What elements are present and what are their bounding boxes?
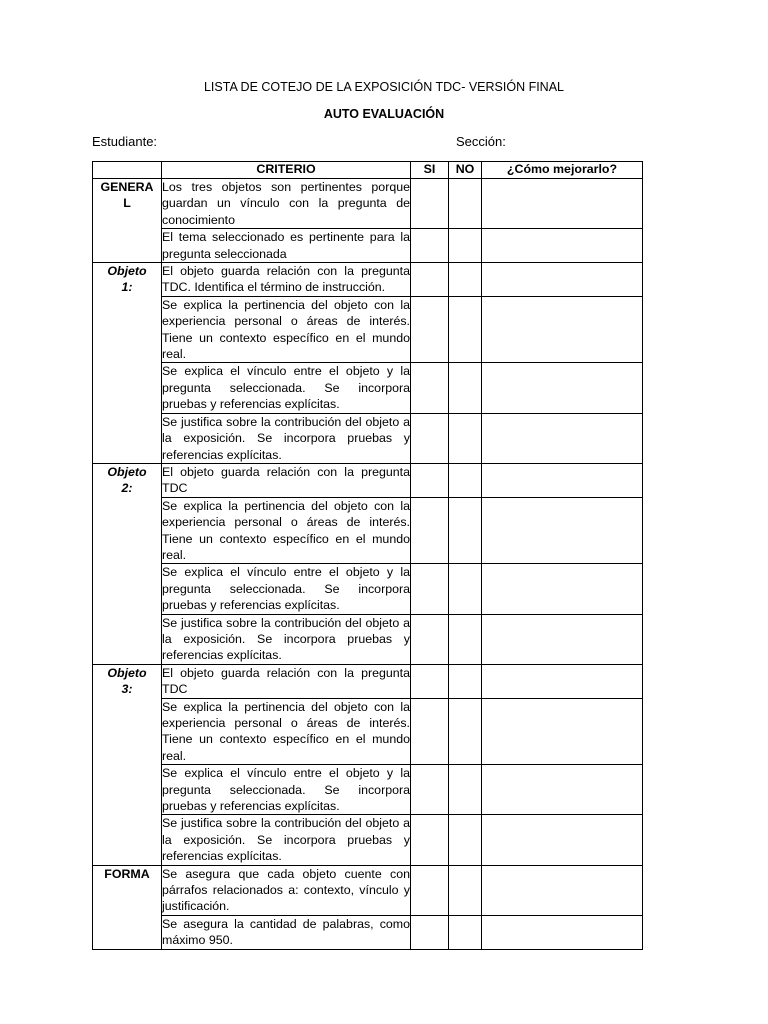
no-cell[interactable] [449,765,482,815]
no-cell[interactable] [449,413,482,463]
no-cell[interactable] [449,865,482,915]
si-cell[interactable] [411,765,449,815]
si-cell[interactable] [411,664,449,698]
si-cell[interactable] [411,229,449,263]
mejorar-cell[interactable] [482,363,643,413]
table-row [93,497,643,564]
si-cell[interactable] [411,614,449,664]
criterion-cell: Se explica el vínculo entre el objeto y la pregunta seleccionada. Se incorpora pruebas y referencias explícitas. [162,766,410,814]
table-row [93,865,643,915]
criterion-cell: Se explica la pertinencia del objeto con la experiencia personal o áreas de interés. Tiene un contexto específico en el mundo real. [162,297,410,362]
document-title: LISTA DE COTEJO DE LA EXPOSICIÓN TDC- VERSIÓN FINAL [203,80,565,94]
table-row [93,229,643,263]
header-criterio: CRITERIO [162,162,411,179]
si-cell[interactable] [411,564,449,614]
no-cell[interactable] [449,497,482,564]
table-row [93,463,643,497]
section-label-line: Objeto [107,464,147,479]
criterion-cell: Los tres objetos son pertinentes porque guardan un vínculo con la pregunta de conocimiento [162,180,410,227]
si-cell[interactable] [411,865,449,915]
criterion-cell: Se justifica sobre la contribución del objeto a la exposición. Se incorpora pruebas y referencias explícitas. [162,816,410,864]
section-label-line: 2: [121,481,133,496]
header-si: SI [411,162,449,179]
criterion-cell: El objeto guarda relación con la pregunta TDC [162,665,410,697]
criterion-cell: Se explica la pertinencia del objeto con la experiencia personal o áreas de interés. Tiene un contexto específico en el mundo real. [162,498,410,562]
no-cell[interactable] [449,179,482,229]
si-cell[interactable] [411,915,449,949]
si-cell[interactable] [411,413,449,463]
section-label-cell [93,463,162,664]
si-cell[interactable] [411,179,449,229]
no-cell[interactable] [449,815,482,865]
criterion-cell: Se justifica sobre la contribución del objeto a la exposición. Se incorpora pruebas y referencias explícitas. [162,615,410,663]
si-cell[interactable] [411,363,449,413]
section-label: Sección: [456,134,506,149]
table-row [93,263,643,297]
no-cell[interactable] [449,664,482,698]
section-label-line: Objeto [107,665,147,680]
section-label-line: 1: [121,280,133,295]
mejorar-cell[interactable] [482,497,643,564]
mejorar-cell[interactable] [482,614,643,664]
section-label-cell [93,263,162,464]
no-cell[interactable] [449,463,482,497]
header-mejorar: ¿Cómo mejorarlo? [482,162,643,179]
table-row [93,698,643,765]
section-label-line: FORMA [104,866,150,881]
si-cell[interactable] [411,698,449,765]
criterion-cell: El tema seleccionado es pertinente para la pregunta seleccionada [162,230,410,261]
no-cell[interactable] [449,564,482,614]
table-row [93,564,643,614]
mejorar-cell[interactable] [482,229,643,263]
table-row [93,363,643,413]
criterion-cell: Se explica el vínculo entre el objeto y la pregunta seleccionada. Se incorpora pruebas y referencias explícitas. [162,364,410,412]
si-cell[interactable] [411,463,449,497]
table-row [93,614,643,664]
mejorar-cell[interactable] [482,698,643,765]
no-cell[interactable] [449,614,482,664]
no-cell[interactable] [449,698,482,765]
document-subtitle: AUTO EVALUACIÓN [323,107,445,121]
mejorar-cell[interactable] [482,865,643,915]
criterion-cell: El objeto guarda relación con la pregunta TDC. Identifica el término de instrucción. [162,264,410,295]
table-row [93,765,643,815]
section-label-cell [93,179,162,263]
criterion-cell: Se asegura la cantidad de palabras, como máximo 950. [162,916,410,948]
si-cell[interactable] [411,815,449,865]
section-label-line: GENERA [100,180,154,194]
criterion-cell: Se explica el vínculo entre el objeto y la pregunta seleccionada. Se incorpora pruebas y referencias explícitas. [162,565,410,613]
criterion-cell: Se explica la pertinencia del objeto con la experiencia personal o áreas de interés. Tiene un contexto específico en el mundo real. [162,699,410,763]
section-label-line: L [123,196,131,211]
student-label: Estudiante: [92,134,158,149]
mejorar-cell[interactable] [482,664,643,698]
mejorar-cell[interactable] [482,296,643,363]
section-label-cell [93,664,162,865]
mejorar-cell[interactable] [482,413,643,463]
table-row [93,179,643,229]
criterion-cell: Se justifica sobre la contribución del objeto a la exposición. Se incorpora pruebas y referencias explícitas. [162,414,410,462]
criterion-cell: Se asegura que cada objeto cuente con párrafos relacionados a: contexto, vínculo y justificación. [162,866,410,914]
header-blank [93,162,162,179]
rubric-table [92,161,643,950]
mejorar-cell[interactable] [482,179,643,229]
mejorar-cell[interactable] [482,915,643,949]
mejorar-cell[interactable] [482,263,643,297]
table-row [93,915,643,949]
si-cell[interactable] [411,263,449,297]
section-label-line: 3: [121,682,133,697]
table-row [93,664,643,698]
no-cell[interactable] [449,363,482,413]
mejorar-cell[interactable] [482,463,643,497]
table-row [93,296,643,363]
header-no: NO [449,162,482,179]
header-row [93,162,643,179]
no-cell[interactable] [449,296,482,363]
mejorar-cell[interactable] [482,564,643,614]
mejorar-cell[interactable] [482,765,643,815]
no-cell[interactable] [449,229,482,263]
si-cell[interactable] [411,296,449,363]
table-row [93,815,643,865]
section-label-cell [93,865,162,949]
criterion-cell: El objeto guarda relación con la pregunta TDC [162,464,410,496]
table-row [93,413,643,463]
no-cell[interactable] [449,915,482,949]
no-cell[interactable] [449,263,482,297]
section-label-line: Objeto [107,264,147,279]
si-cell[interactable] [411,497,449,564]
mejorar-cell[interactable] [482,815,643,865]
